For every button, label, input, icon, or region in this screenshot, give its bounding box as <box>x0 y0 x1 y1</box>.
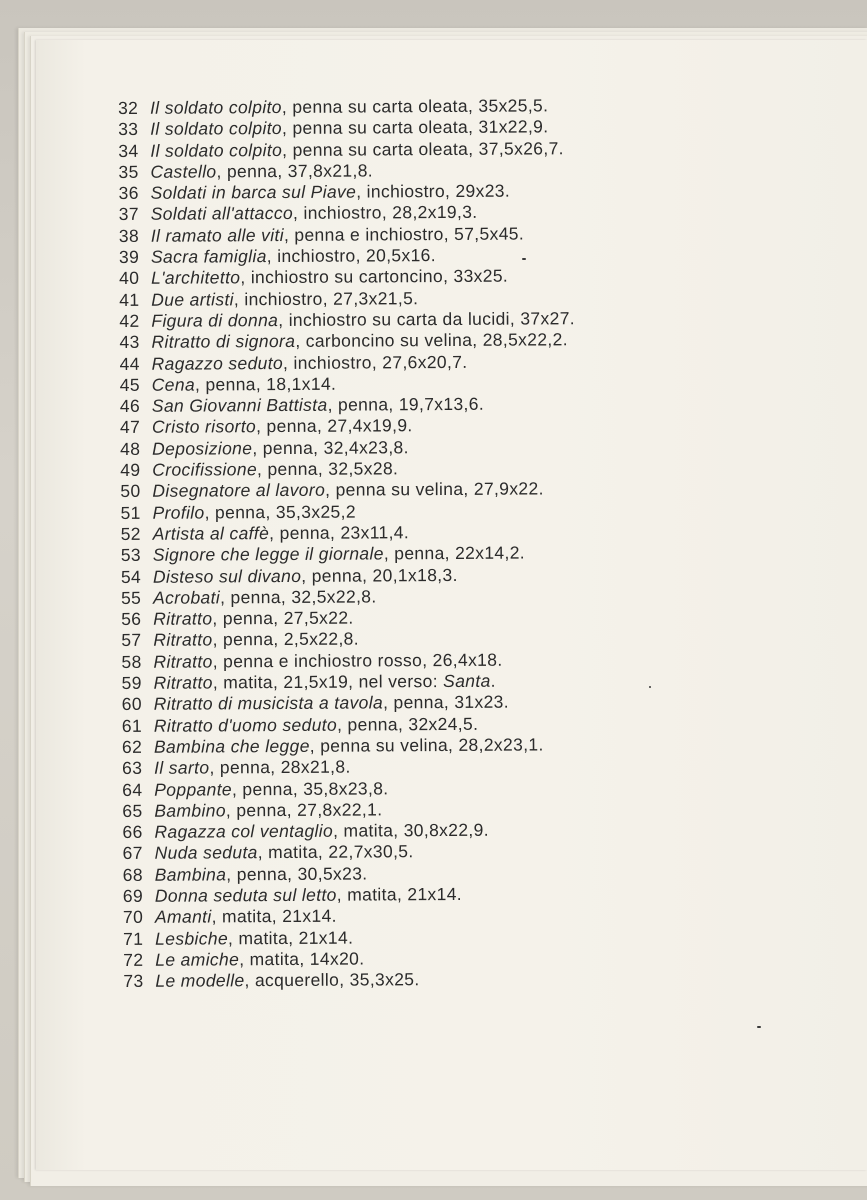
catalogue-entry <box>122 692 578 716</box>
entry-number: 32 <box>118 97 139 118</box>
entry-number: 45 <box>119 374 140 395</box>
entry-details: , penna, 32x24,5. <box>337 713 479 735</box>
entry-number: 35 <box>118 161 139 182</box>
entry-details: , matita, 21,5x19, nel verso: <box>212 671 444 693</box>
entry-details: , penna, 23x11,4. <box>269 522 410 544</box>
catalogue-entry <box>121 628 577 652</box>
entry-details: , acquerello, 35,3x25. <box>244 969 420 991</box>
catalogue-entry <box>123 968 579 992</box>
entry-number: 68 <box>122 864 143 885</box>
entry-title: Profilo <box>152 502 205 523</box>
catalogue-entry <box>120 479 576 503</box>
entry-number: 67 <box>122 843 143 864</box>
entry-title: Il soldato colpito <box>150 139 283 161</box>
entry-title: Ritratto d'uomo seduto <box>153 714 338 736</box>
entry-title: Poppante <box>154 778 233 800</box>
entry-number: 34 <box>118 140 139 161</box>
entry-number: 51 <box>120 502 141 523</box>
entry-details: , penna, 27,4x19,9. <box>256 415 413 437</box>
entry-title: Ritratto <box>153 672 213 693</box>
ink-speck <box>757 1026 761 1028</box>
entry-number: 49 <box>120 459 141 481</box>
entry-number: 44 <box>119 353 140 374</box>
entry-number: 41 <box>119 289 140 310</box>
entry-title: Ragazza col ventaglio <box>154 820 334 842</box>
entry-number: 72 <box>123 949 144 970</box>
entry-title: Sacra famiglia <box>150 246 267 267</box>
catalogue-entry <box>118 95 574 119</box>
entry-title: Bambino <box>154 800 226 821</box>
entry-title: Ritratto <box>153 629 213 651</box>
entry-title: Crocifissione <box>152 459 258 480</box>
ink-speck <box>649 686 651 688</box>
entry-number: 53 <box>120 545 142 566</box>
entry-number: 47 <box>119 417 141 438</box>
catalogue-entry <box>119 266 575 290</box>
entry-title: Signore che legge il giornale <box>152 543 384 566</box>
catalogue-entry <box>120 351 576 375</box>
entry-title: Artista al caffè <box>152 523 270 544</box>
entry-details: , penna, 20,1x18,3. <box>301 564 458 586</box>
entry-details: , penna, 30,5x23. <box>226 863 368 885</box>
catalogue-entry <box>118 138 574 162</box>
catalogue-entry <box>119 329 575 353</box>
catalogue-entry <box>123 947 579 971</box>
entry-number: 64 <box>122 779 143 800</box>
catalogue-entry <box>122 734 578 758</box>
entry-details: , penna, 2,5x22,8. <box>212 628 360 650</box>
entry-title: Lesbiche <box>155 927 229 949</box>
catalogue-entry <box>120 436 576 460</box>
entry-number: 36 <box>118 183 139 204</box>
entry-number: 59 <box>121 672 142 694</box>
entry-details: , inchiostro, 28,2x19,3. <box>292 202 478 224</box>
catalogue-entry <box>122 713 578 737</box>
entry-details: , penna, 22x14,2. <box>383 542 526 564</box>
entry-details: , penna, 18,1x14. <box>194 373 337 395</box>
entry-title: Deposizione <box>152 437 253 459</box>
entry-title: Soldati all'attacco <box>150 203 294 225</box>
entry-details: , penna su velina, 28,2x23,1. <box>309 734 544 756</box>
catalogue-entry <box>118 117 574 141</box>
entry-number: 73 <box>123 971 144 992</box>
entry-title: Due artisti <box>151 288 234 310</box>
entry-title: Bambina <box>154 864 227 885</box>
entry-details-italic: Santa <box>443 670 491 692</box>
entry-title: Castello <box>150 161 217 182</box>
entry-number: 46 <box>119 396 141 417</box>
entry-details: , carboncino su velina, 28,5x22,2. <box>295 329 568 352</box>
entry-title: Nuda seduta <box>154 842 258 864</box>
entry-title: Il sarto <box>154 757 210 778</box>
entry-details: , penna su velina, 27,9x22. <box>325 478 544 501</box>
entry-details: , penna e inchiostro rosso, 26,4x18. <box>212 649 503 672</box>
entry-number: 38 <box>118 225 140 246</box>
entry-title: Ritratto di signora <box>151 331 296 353</box>
entry-title: Il soldato colpito <box>149 96 282 118</box>
catalogue-entry <box>123 883 579 907</box>
entry-title: L'architetto <box>151 267 241 289</box>
entry-number: 48 <box>120 438 141 459</box>
catalogue-list <box>118 95 579 992</box>
entry-number: 69 <box>122 885 144 906</box>
entry-details: , matita, 14x20. <box>239 948 365 970</box>
entry-number: 42 <box>119 310 140 331</box>
entry-number: 62 <box>121 736 143 757</box>
entry-details: , inchiostro, 27,6x20,7. <box>282 351 468 373</box>
catalogue-entry <box>121 564 577 588</box>
catalogue-entry <box>120 500 576 524</box>
entry-details: , penna su carta oleata, 31x22,9. <box>281 116 549 139</box>
entry-number: 63 <box>122 758 143 779</box>
entry-details: , penna, 27,8x22,1. <box>225 799 383 821</box>
catalogue-entry <box>119 180 575 204</box>
entry-details: , penna, 28x21,8. <box>209 756 351 778</box>
entry-details: , penna, 32,4x23,8. <box>252 436 409 458</box>
entry-number: 40 <box>119 268 140 289</box>
entry-title: Le modelle <box>155 970 245 991</box>
entry-number: 56 <box>121 608 142 630</box>
entry-details: , matita, 21x14. <box>227 927 354 948</box>
entry-title: Il soldato colpito <box>150 118 283 140</box>
catalogue-entry <box>122 670 578 694</box>
entry-number: 55 <box>120 587 142 608</box>
entry-details: , inchiostro, 20,5x16. <box>266 245 436 267</box>
entry-details-end: . <box>490 670 496 691</box>
entry-number: 58 <box>121 651 142 672</box>
entry-number: 33 <box>118 119 139 140</box>
catalogue-entry <box>121 649 577 673</box>
entry-details: , inchiostro, 29x23. <box>356 180 511 202</box>
entry-number: 66 <box>122 821 143 843</box>
catalogue-entry <box>122 777 578 801</box>
entry-title: Il ramato alle viti <box>150 224 284 246</box>
catalogue-entry <box>120 372 576 396</box>
entry-details: , penna, 31x23. <box>382 691 510 713</box>
entry-details: , matita, 21x14. <box>211 905 337 927</box>
catalogue-entry <box>122 755 578 779</box>
entry-details: , inchiostro, 27,3x21,5. <box>233 287 419 309</box>
catalogue-entry <box>123 841 579 865</box>
entry-details: , penna, 35,3x25,2 <box>204 501 356 523</box>
entry-title: Ritratto <box>153 651 213 672</box>
entry-title: Disegnatore al lavoro <box>152 480 326 502</box>
entry-details: , matita, 30,8x22,9. <box>332 819 489 841</box>
entry-details: , matita, 21x14. <box>336 883 463 905</box>
entry-title: Cristo risorto <box>151 416 257 438</box>
entry-number: 50 <box>120 481 141 502</box>
entry-number: 39 <box>118 246 140 268</box>
entry-details: , penna, 35,8x23,8. <box>231 777 389 799</box>
entry-number: 71 <box>123 928 144 949</box>
ink-speck <box>522 258 526 260</box>
catalogue-entry <box>123 926 579 950</box>
catalogue-entry <box>121 521 577 545</box>
entry-title: Le amiche <box>155 949 240 970</box>
entry-number: 43 <box>119 332 140 353</box>
entry-details: , penna e inchiostro, 57,5x45. <box>283 223 525 245</box>
entry-number: 52 <box>120 523 141 544</box>
entry-details: , penna, 32,5x22,8. <box>219 586 377 608</box>
catalogue-entry <box>123 862 579 886</box>
entry-details: , penna, 32,5x28. <box>256 458 399 480</box>
entry-title: Bambina che legge <box>153 735 310 757</box>
catalogue-entry <box>122 819 578 843</box>
entry-number: 61 <box>121 715 143 736</box>
entry-title: Ritratto di musicista a tavola <box>153 692 384 715</box>
entry-title: Cena <box>151 374 196 395</box>
catalogue-entry <box>121 542 577 566</box>
entry-title: San Giovanni Battista <box>151 394 328 416</box>
entry-title: Donna seduta sul letto <box>154 884 337 906</box>
entry-details: , penna su carta oleata, 35x25,5. <box>281 95 549 117</box>
catalogue-entry <box>120 393 576 417</box>
entry-details: , penna su carta oleata, 37,5x26,7. <box>282 137 564 160</box>
entry-title: Figura di donna <box>151 309 279 331</box>
entry-title: Disteso sul divano <box>152 565 302 587</box>
catalogue-entry <box>119 202 575 226</box>
entry-details: , inchiostro su cartoncino, 33x25. <box>240 265 509 288</box>
catalogue-entry <box>120 415 576 439</box>
entry-title: Soldati in barca sul Piave <box>150 181 357 203</box>
entry-details: , inchiostro su carta da lucidi, 37x27. <box>278 308 576 330</box>
entry-title: Acrobati <box>152 587 221 608</box>
entry-title: Ragazzo seduto <box>151 352 284 374</box>
catalogue-entry <box>122 798 578 822</box>
entry-number: 54 <box>120 566 142 587</box>
catalogue-entry <box>119 308 575 332</box>
catalogue-entry <box>121 606 577 630</box>
entry-number: 37 <box>118 204 139 225</box>
catalogue-entry <box>121 585 577 609</box>
catalogue-entry <box>120 457 576 481</box>
entry-title: Amanti <box>154 906 212 928</box>
entry-details: , penna, 37,8x21,8. <box>216 160 374 182</box>
catalogue-entry <box>119 287 575 311</box>
catalogue-entry <box>123 904 579 928</box>
entry-number: 57 <box>121 630 142 651</box>
entry-details: , matita, 22,7x30,5. <box>257 841 414 863</box>
catalogue-entry <box>118 159 574 183</box>
entry-number: 65 <box>122 800 143 821</box>
catalogue-entry <box>119 223 575 247</box>
entry-title: Ritratto <box>153 608 213 629</box>
entry-number: 70 <box>122 907 144 928</box>
catalogue-entry <box>119 244 575 268</box>
entry-number: 60 <box>121 694 142 715</box>
entry-details: , penna, 27,5x22. <box>212 607 354 629</box>
entry-details: , penna, 19,7x13,6. <box>327 393 485 415</box>
